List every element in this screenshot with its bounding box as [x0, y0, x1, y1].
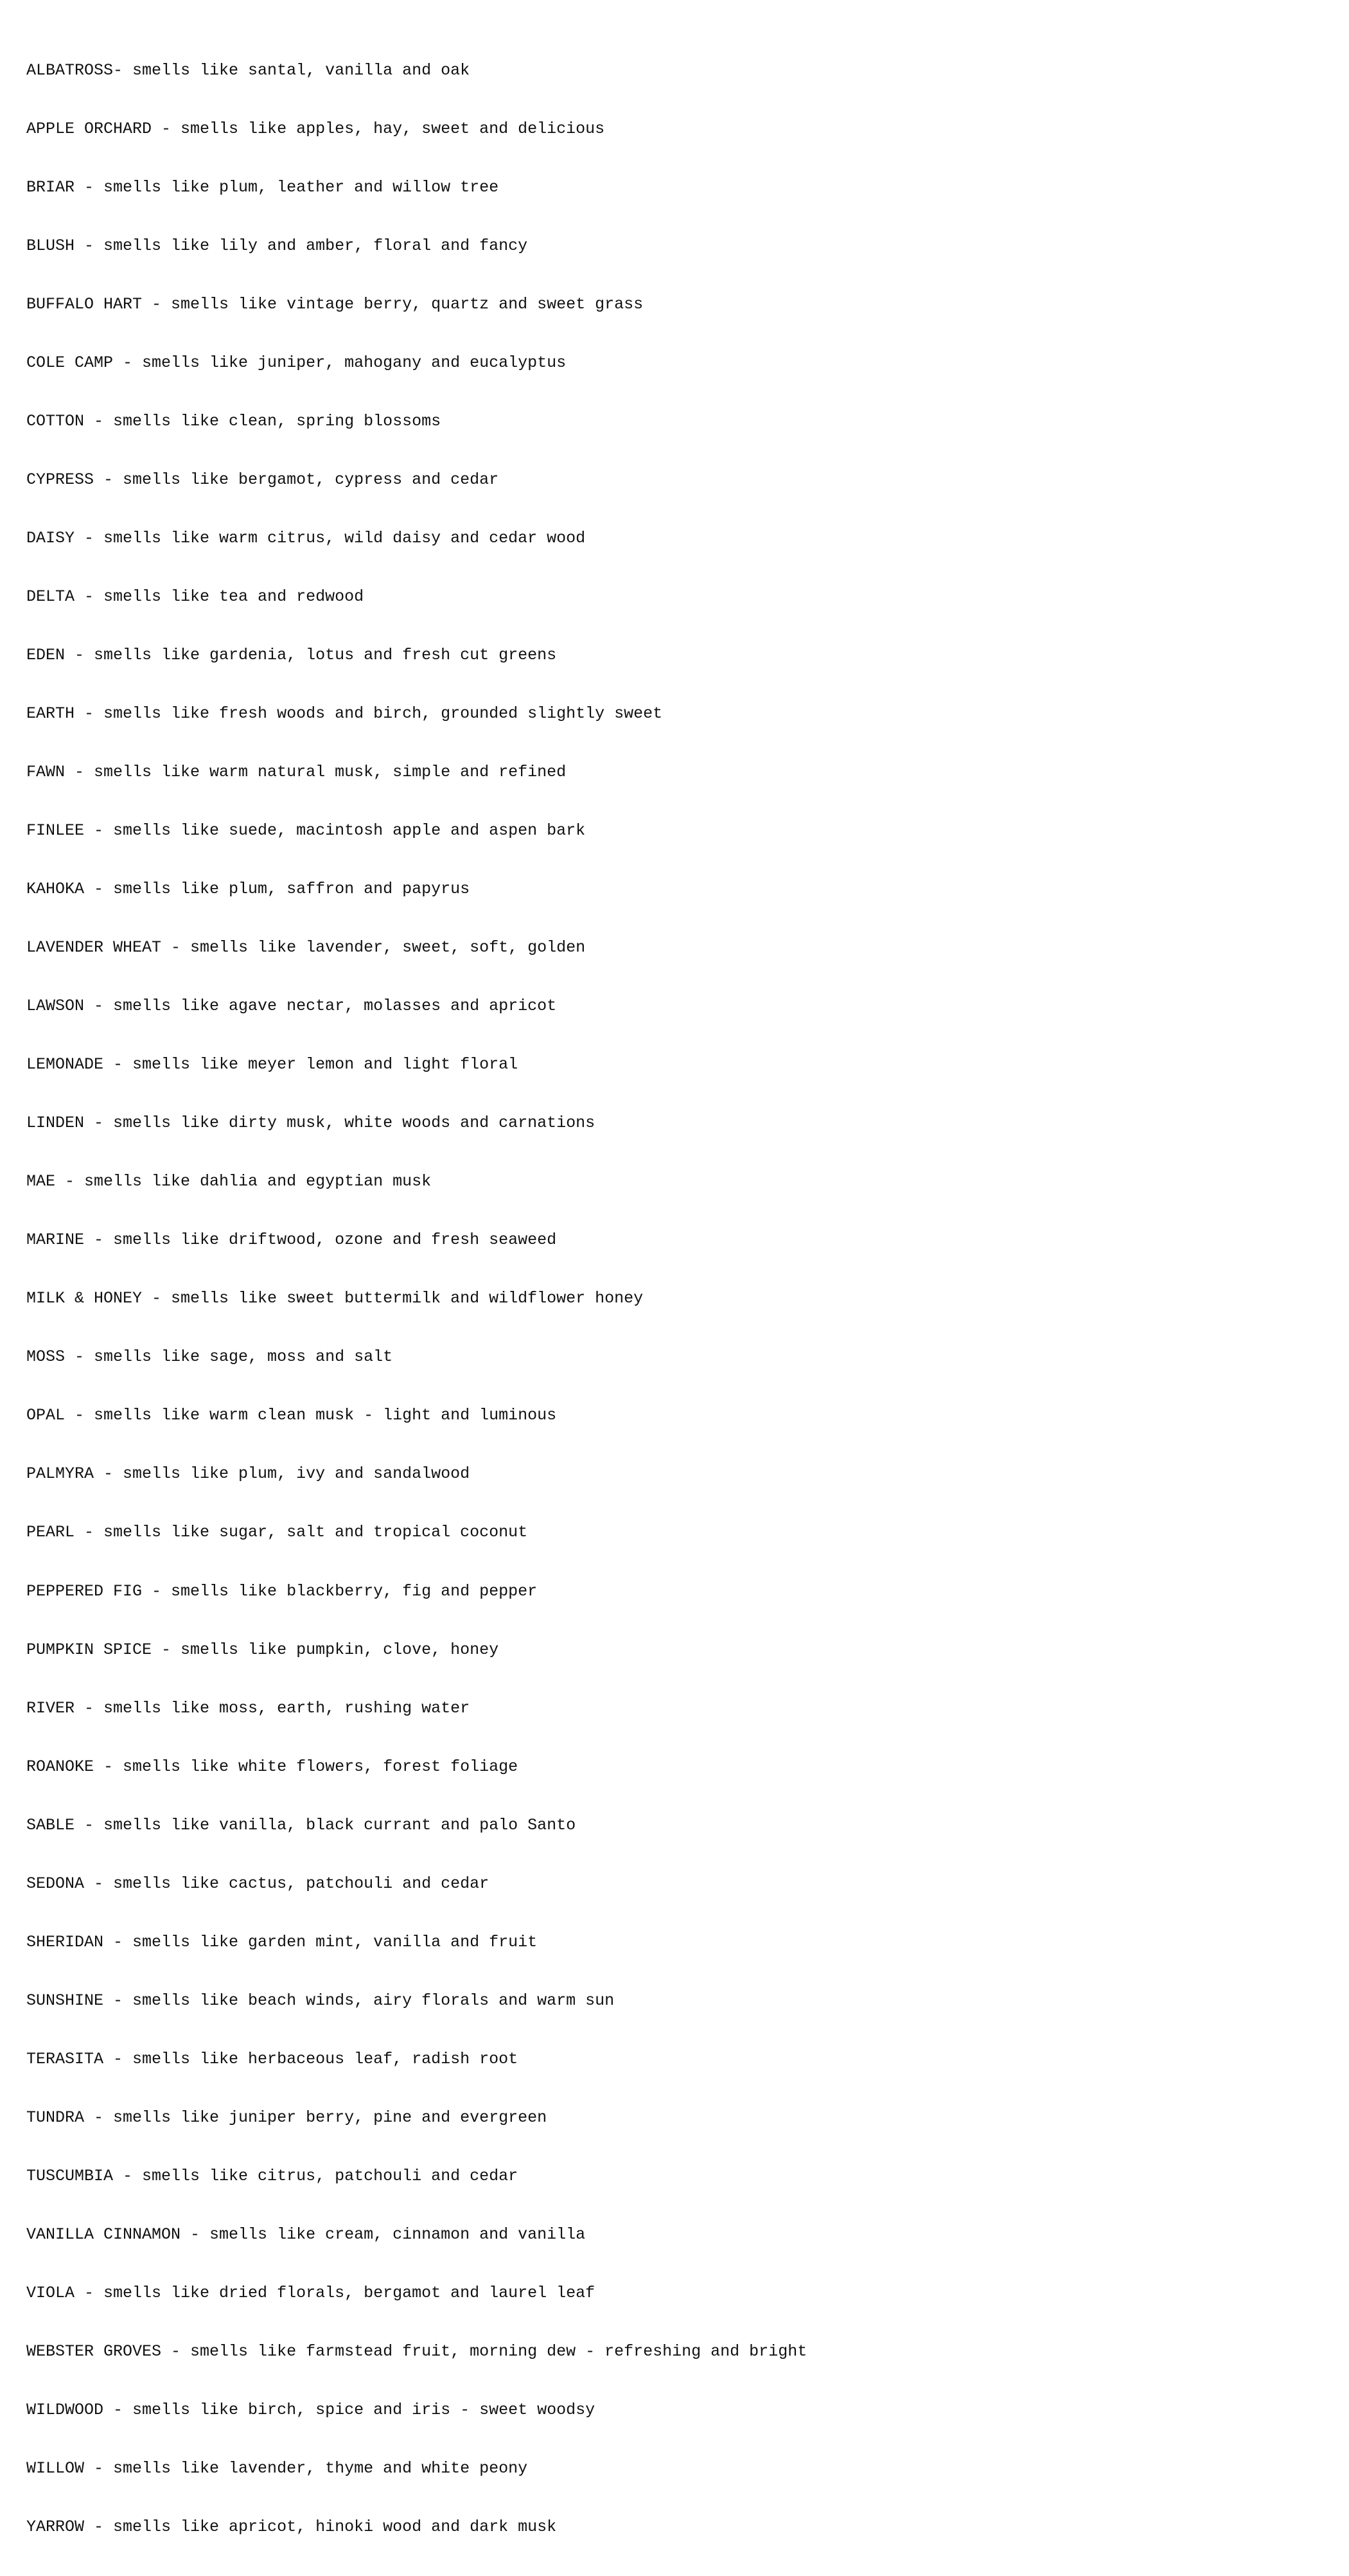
- scent-line-lawson: LAWSON - smells like agave nectar, molasses and apricot: [26, 997, 557, 1016]
- scent-line-mae: MAE - smells like dahlia and egyptian musk: [26, 1172, 432, 1191]
- scent-line-eden: EDEN - smells like gardenia, lotus and fresh cut greens: [26, 646, 557, 664]
- scent-line-sheridan: SHERIDAN - smells like garden mint, vanilla and fruit: [26, 1932, 538, 1951]
- scent-line-peppered-fig: PEPPERED FIG - smells like blackberry, fig and pepper: [26, 1581, 538, 1601]
- scent-line-tundra: TUNDRA - smells like juniper berry, pine and evergreen: [26, 2108, 547, 2127]
- scent-line-roanoke: ROANOKE - smells like white flowers, forest foliage: [26, 1757, 518, 1776]
- scent-line-pearl: PEARL - smells like sugar, salt and tropical coconut: [26, 1523, 528, 1542]
- scent-line-kahoka: KAHOKA - smells like plum, saffron and papyrus: [26, 880, 470, 899]
- scent-line-vanilla-cinnamon: VANILLA CINNAMON - smells like cream, cinnamon and vanilla: [26, 2225, 586, 2244]
- scent-line-willow: WILLOW - smells like lavender, thyme and white peony: [26, 2458, 528, 2478]
- scent-line-yarrow: YARROW - smells like apricot, hinoki wood and dark musk: [26, 2518, 557, 2536]
- scent-line-webster-groves: WEBSTER GROVES - smells like farmstead fruit, morning dew - refreshing and bright: [26, 2341, 807, 2361]
- scent-line-linden: LINDEN - smells like dirty musk, white woods and carnations: [26, 1114, 595, 1133]
- scent-line-delta: DELTA - smells like tea and redwood: [26, 587, 364, 606]
- scent-line-terasita: TERASITA - smells like herbaceous leaf, radish root: [26, 2049, 518, 2068]
- scent-line-sedona: SEDONA - smells like cactus, patchouli and cedar: [26, 1874, 489, 1893]
- scent-line-sable: SABLE - smells like vanilla, black currant and palo Santo: [26, 1815, 576, 1834]
- scent-line-tuscumbia: TUSCUMBIA - smells like citrus, patchouli and cedar: [26, 2166, 518, 2185]
- scent-line-marine: MARINE - smells like driftwood, ozone and fresh seaweed: [26, 1230, 557, 1250]
- scent-line-cypress: CYPRESS - smells like bergamot, cypress and cedar: [26, 470, 499, 489]
- scent-line-lavender-wheat: LAVENDER WHEAT - smells like lavender, sweet, soft, golden: [26, 938, 586, 957]
- scent-line-river: RIVER - smells like moss, earth, rushing water: [26, 1698, 470, 1718]
- scent-line-cole-camp: COLE CAMP - smells like juniper, mahogany and eucalyptus: [26, 353, 567, 372]
- scent-line-viola: VIOLA - smells like dried florals, bergamot and laurel leaf: [26, 2283, 595, 2302]
- scent-line-lemonade: LEMONADE - smells like meyer lemon and light floral: [26, 1055, 518, 1074]
- scent-line-milk-honey: MILK & HONEY - smells like sweet buttermilk and wildflower honey: [26, 1289, 644, 1308]
- scent-list: [26, 22, 807, 2576]
- scent-line-moss: MOSS - smells like sage, moss and salt: [26, 1347, 393, 1367]
- scent-line-briar: BRIAR - smells like plum, leather and willow tree: [26, 177, 499, 197]
- scent-line-opal: OPAL - smells like warm clean musk - light and luminous: [26, 1406, 557, 1425]
- scent-line-buffalo-hart: BUFFALO HART - smells like vintage berry, quartz and sweet grass: [26, 294, 644, 314]
- scent-line-palmyra: PALMYRA - smells like plum, ivy and sandalwood: [26, 1464, 470, 1484]
- scent-line-sunshine: SUNSHINE - smells like beach winds, airy florals and warm sun: [26, 1991, 615, 2010]
- scent-line-daisy: DAISY - smells like warm citrus, wild daisy and cedar wood: [26, 528, 586, 547]
- scent-line-apple-orchard: APPLE ORCHARD - smells like apples, hay, sweet and delicious: [26, 119, 605, 138]
- scent-line-cotton: COTTON - smells like clean, spring blossoms: [26, 411, 441, 431]
- scent-line-pumpkin-spice: PUMPKIN SPICE - smells like pumpkin, clove, honey: [26, 1640, 499, 1659]
- scent-line-albatross: ALBATROSS- smells like santal, vanilla and oak: [26, 60, 470, 80]
- scent-line-blush: BLUSH - smells like lily and amber, floral and fancy: [26, 236, 528, 255]
- scent-line-earth: EARTH - smells like fresh woods and birch, grounded slightly sweet: [26, 704, 663, 724]
- scent-line-finlee: FINLEE - smells like suede, macintosh apple and aspen bark: [26, 821, 586, 840]
- scent-line-fawn: FAWN - smells like warm natural musk, simple and refined: [26, 763, 567, 782]
- scent-line-wildwood: WILDWOOD - smells like birch, spice and iris - sweet woodsy: [26, 2400, 595, 2419]
